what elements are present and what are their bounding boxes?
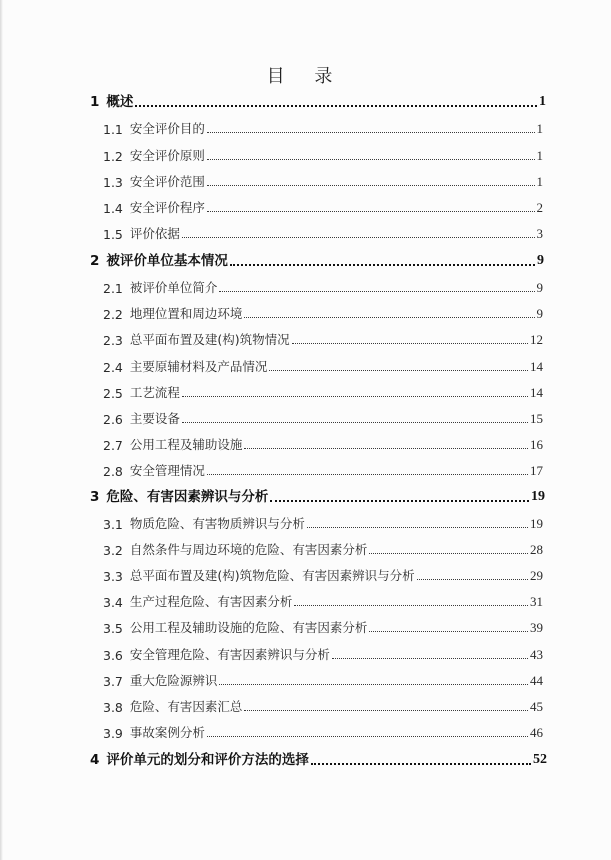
toc-entry-page-number: 14 — [530, 359, 543, 374]
toc-entry — [103, 117, 543, 137]
toc-dot-leader — [182, 396, 528, 397]
toc-dot-leader — [270, 500, 529, 502]
toc-entry — [90, 249, 544, 269]
toc-dot-leader — [244, 317, 534, 318]
toc-entry — [103, 459, 543, 479]
toc-entry-page-number: 2 — [536, 200, 543, 215]
toc-entry-label: 评价依据 — [129, 226, 180, 241]
toc-entry — [103, 222, 543, 242]
toc-dot-leader — [219, 684, 528, 685]
toc-entry-page-number: 9 — [536, 306, 543, 321]
toc-entry — [103, 669, 543, 689]
toc-entry-number: 4 — [90, 752, 100, 768]
toc-entry-page-number: 46 — [530, 725, 543, 740]
toc-entry-label: 安全评价原则 — [129, 148, 205, 163]
toc-dot-leader — [244, 710, 528, 711]
toc-entry-page-number: 44 — [530, 673, 543, 688]
toc-entry-page-number: 1 — [536, 174, 543, 189]
toc-entry-number: 3 — [90, 489, 100, 505]
toc-entry-number: 3.7 — [103, 674, 123, 689]
toc-entry-number: 1.5 — [103, 227, 123, 242]
toc-entry-number: 2.7 — [103, 438, 123, 453]
toc-entry-number: 3.3 — [103, 569, 123, 584]
toc-dot-leader — [207, 132, 535, 133]
toc-entry-page-number: 39 — [530, 620, 543, 635]
toc-entry-label: 危险、有害因素汇总 — [129, 699, 243, 714]
toc-dot-leader — [207, 159, 535, 160]
toc-dot-leader — [207, 474, 528, 475]
toc-entry — [103, 302, 543, 322]
toc-entry-label: 被评价单位基本情况 — [106, 253, 228, 269]
toc-dot-leader — [332, 658, 528, 659]
toc-entry-label: 公用工程及辅助设施 — [129, 437, 243, 452]
toc-entry-label: 物质危险、有害物质辨识与分析 — [129, 516, 305, 531]
toc-entry-page-number: 52 — [533, 752, 547, 767]
toc-entry — [103, 196, 543, 216]
toc-dot-leader — [307, 527, 528, 528]
toc-dot-leader — [219, 291, 534, 292]
toc-entry — [103, 721, 543, 741]
toc-entry-page-number: 9 — [536, 280, 543, 295]
toc-entry-number: 1 — [90, 94, 100, 110]
toc-entry-number: 1.1 — [103, 122, 123, 137]
toc-entry-page-number: 43 — [530, 647, 543, 662]
toc-entry-number: 3.4 — [103, 595, 123, 610]
toc-entry — [103, 276, 543, 296]
toc-entry-page-number: 1 — [536, 121, 543, 136]
toc-entry-number: 3.9 — [103, 726, 123, 741]
toc-entry-page-number: 29 — [530, 568, 543, 583]
toc-entry-page-number: 3 — [536, 226, 543, 241]
toc-entry-label: 安全管理情况 — [129, 463, 205, 478]
toc-entry-label: 被评价单位简介 — [129, 280, 218, 295]
toc-entry-number: 2.4 — [103, 360, 123, 375]
toc-entry-page-number: 9 — [537, 253, 544, 268]
toc-entry-page-number: 12 — [530, 332, 543, 347]
toc-entry — [103, 144, 543, 164]
toc-entry-label: 公用工程及辅助设施的危险、有害因素分析 — [129, 620, 368, 635]
toc-entry-number: 2.1 — [103, 281, 123, 296]
toc-title: 目 录 — [266, 66, 345, 87]
toc-entry-label: 生产过程危险、有害因素分析 — [129, 594, 293, 609]
toc-entry-number: 2.3 — [103, 333, 123, 348]
toc-dot-leader — [369, 631, 528, 632]
toc-dot-leader — [182, 422, 528, 423]
toc-entry-page-number: 15 — [530, 411, 543, 426]
toc-entry-page-number: 31 — [530, 594, 543, 609]
toc-entry-label: 评价单元的划分和评价方法的选择 — [106, 752, 309, 768]
toc-entry-page-number: 45 — [530, 699, 543, 714]
toc-entry — [103, 616, 543, 636]
toc-entry — [103, 564, 543, 584]
toc-entry-label: 安全评价范围 — [129, 174, 205, 189]
toc-dot-leader — [369, 553, 528, 554]
toc-entry-label: 安全管理危险、有害因素辨识与分析 — [129, 647, 330, 662]
toc-entry-page-number: 28 — [530, 542, 543, 557]
toc-entry — [103, 355, 543, 375]
toc-entry-label: 主要原辅材料及产品情况 — [129, 359, 268, 374]
toc-entry-number: 1.4 — [103, 201, 123, 216]
toc-entry — [103, 407, 543, 427]
toc-entry — [103, 590, 543, 610]
toc-entry-page-number: 1 — [536, 148, 543, 163]
toc-entry-label: 总平面布置及建(构)筑物情况 — [129, 332, 290, 347]
toc-entry-page-number: 14 — [530, 385, 543, 400]
toc-entry-number: 3.8 — [103, 700, 123, 715]
toc-entry-label: 总平面布置及建(构)筑物危险、有害因素辨识与分析 — [129, 568, 415, 583]
toc-entry-number: 2 — [90, 253, 100, 269]
toc-entry — [90, 485, 545, 505]
toc-dot-leader — [207, 211, 535, 212]
toc-entry-label: 事故案例分析 — [129, 725, 205, 740]
toc-entry-label: 自然条件与周边环境的危险、有害因素分析 — [129, 542, 368, 557]
toc-entry-number: 2.6 — [103, 412, 123, 427]
toc-dot-leader — [207, 736, 528, 737]
toc-dot-leader — [230, 264, 535, 266]
toc-dot-leader — [207, 185, 535, 186]
toc-entry — [103, 538, 543, 558]
toc-entry — [90, 90, 546, 110]
toc-entry-number: 3.6 — [103, 648, 123, 663]
toc-entry-page-number: 17 — [530, 463, 543, 478]
toc-entry-number: 3.1 — [103, 517, 123, 532]
toc-entry-number: 2.2 — [103, 307, 123, 322]
toc-entry-label: 安全评价程序 — [129, 200, 205, 215]
toc-entry-number: 2.5 — [103, 386, 123, 401]
toc-entry — [90, 748, 547, 768]
toc-entry — [103, 643, 543, 663]
toc-entry — [103, 512, 543, 532]
toc-entry-label: 概述 — [106, 94, 134, 110]
toc-entry-label: 重大危险源辨识 — [129, 673, 218, 688]
toc-dot-leader — [311, 763, 531, 765]
toc-entry-number: 3.2 — [103, 543, 123, 558]
toc-dot-leader — [417, 579, 528, 580]
toc-entry-number: 1.3 — [103, 175, 123, 190]
toc-entry — [103, 170, 543, 190]
toc-entry-label: 主要设备 — [129, 411, 180, 426]
toc-entry-label: 工艺流程 — [129, 385, 180, 400]
toc-entry-number: 3.5 — [103, 621, 123, 636]
toc-entry-page-number: 1 — [539, 94, 546, 109]
toc-dot-leader — [269, 370, 528, 371]
toc-dot-leader — [292, 343, 528, 344]
toc-entry-number: 1.2 — [103, 149, 123, 164]
toc-entry-label: 危险、有害因素辨识与分析 — [106, 489, 269, 505]
toc-entry-page-number: 19 — [531, 489, 545, 504]
toc-entry — [103, 433, 543, 453]
toc-entry-number: 2.8 — [103, 464, 123, 479]
toc-entry-label: 地理位置和周边环境 — [129, 306, 243, 321]
toc-dot-leader — [294, 605, 528, 606]
toc-entry — [103, 328, 543, 348]
toc-entry-label: 安全评价目的 — [129, 121, 205, 136]
toc-entry — [103, 695, 543, 715]
toc-entry-page-number: 16 — [530, 437, 543, 452]
toc-dot-leader — [135, 105, 537, 107]
toc-dot-leader — [182, 237, 535, 238]
toc-dot-leader — [244, 448, 528, 449]
toc-entry — [103, 381, 543, 401]
toc-entry-page-number: 19 — [530, 516, 543, 531]
